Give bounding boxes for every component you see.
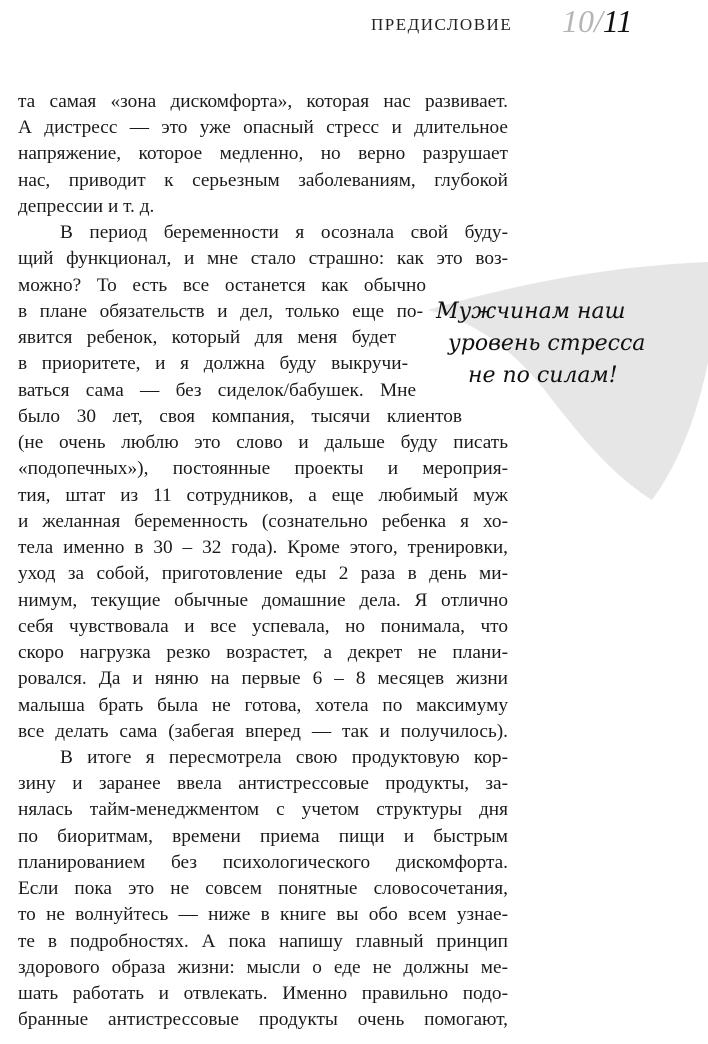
text-line: В итоге я пересмотрела свою продуктовую кор-: [60, 746, 508, 768]
text-line: и желанная беременность (сознательно ребенка я хо-: [18, 510, 508, 532]
text-line: было 30 лет, своя компания, тысячи клиентов: [18, 405, 462, 427]
text-line: в приоритете, и я должна буду выкручи-: [18, 353, 408, 375]
text-line: нимум, текущие обычные домашние дела. Я отлично: [18, 589, 508, 611]
text-line: можно? То есть все останется как обычно: [18, 274, 426, 296]
text-line: планированием без психологического дискомфорта.: [18, 851, 508, 873]
text-line: те в подробностях. А пока напишу главный принцип: [18, 930, 508, 952]
text-line: «подопечных»), постоянные проекты и мероприя-: [18, 458, 508, 480]
text-line: в плане обязательств и дел, только еще по-: [18, 300, 423, 322]
text-line: тия, штат из 11 сотрудников, а еще любимый муж: [18, 484, 508, 506]
pull-quote-line: Мужчинам наш: [436, 299, 626, 324]
text-line: явится ребенок, который для меня будет: [18, 327, 396, 349]
page-number-separator: /: [594, 3, 603, 39]
text-line: нас, приводит к серьезным заболеваниям, глубокой: [18, 169, 508, 191]
text-line: ровался. Да и няню на первые 6 – 8 месяцев жизни: [18, 668, 508, 690]
text-line: В период беременности я осознала свой буду-: [60, 222, 508, 244]
text-line: та самая «зона дискомфорта», которая нас развивает.: [18, 91, 508, 112]
pull-quote: [436, 296, 646, 392]
text-line: Если пока это не совсем понятные словосочетания,: [18, 878, 508, 900]
pull-quote-line: не по силам!: [468, 363, 618, 388]
text-line: шать работать и отвлекать. Именно правильно подо-: [18, 983, 508, 1005]
text-line: (не очень люблю это слово и дальше буду писать: [18, 432, 508, 454]
text-line: напряжение, которое медленно, но верно разрушает: [18, 143, 508, 165]
text-line: бранные антистрессовые продукты очень помогают,: [18, 1009, 508, 1031]
text-line: тела именно в 30 – 32 года). Кроме этого, тренировки,: [18, 537, 508, 559]
text-line: малыша брать была не готова, хотела по максимуму: [18, 694, 508, 716]
text-line: ваться сама — без сиделок/бабушек. Мне: [18, 379, 416, 401]
page-number: [562, 5, 633, 37]
text-line: все делать сама (забегая вперед — так и получилось).: [18, 720, 508, 742]
text-line: скоро нагрузка резко возрастет, а декрет не плани-: [18, 642, 508, 664]
text-line: зину и заранее ввела антистрессовые продукты, за-: [18, 773, 508, 795]
page-number-next: 11: [602, 3, 633, 39]
text-line: уход за собой, приготовление еды 2 раза в день ми-: [18, 563, 508, 585]
pull-quote-line: уровень стресса: [448, 331, 646, 356]
page-number-current: 10: [562, 3, 594, 39]
text-line: нялась тайм-менеджментом с учетом структуры дня: [18, 799, 508, 821]
text-line: депрессии и т. д.: [18, 195, 155, 217]
text-line: себя чувствовала и все успевала, но понимала, что: [18, 615, 508, 637]
text-line: щий функционал, и мне стало страшно: как это воз-: [18, 248, 508, 270]
text-line: здорового образа жизни: мысли о еде не должны ме-: [18, 956, 508, 978]
section-title: ПРЕДИСЛОВИЕ: [371, 15, 513, 34]
text-line: по биоритмам, времени приема пищи и быстрым: [18, 825, 508, 847]
text-line: то не волнуйтесь — ниже в книге вы обо всем узнае-: [18, 904, 508, 926]
text-line: А дистресс — это уже опасный стресс и длительное: [18, 117, 508, 139]
